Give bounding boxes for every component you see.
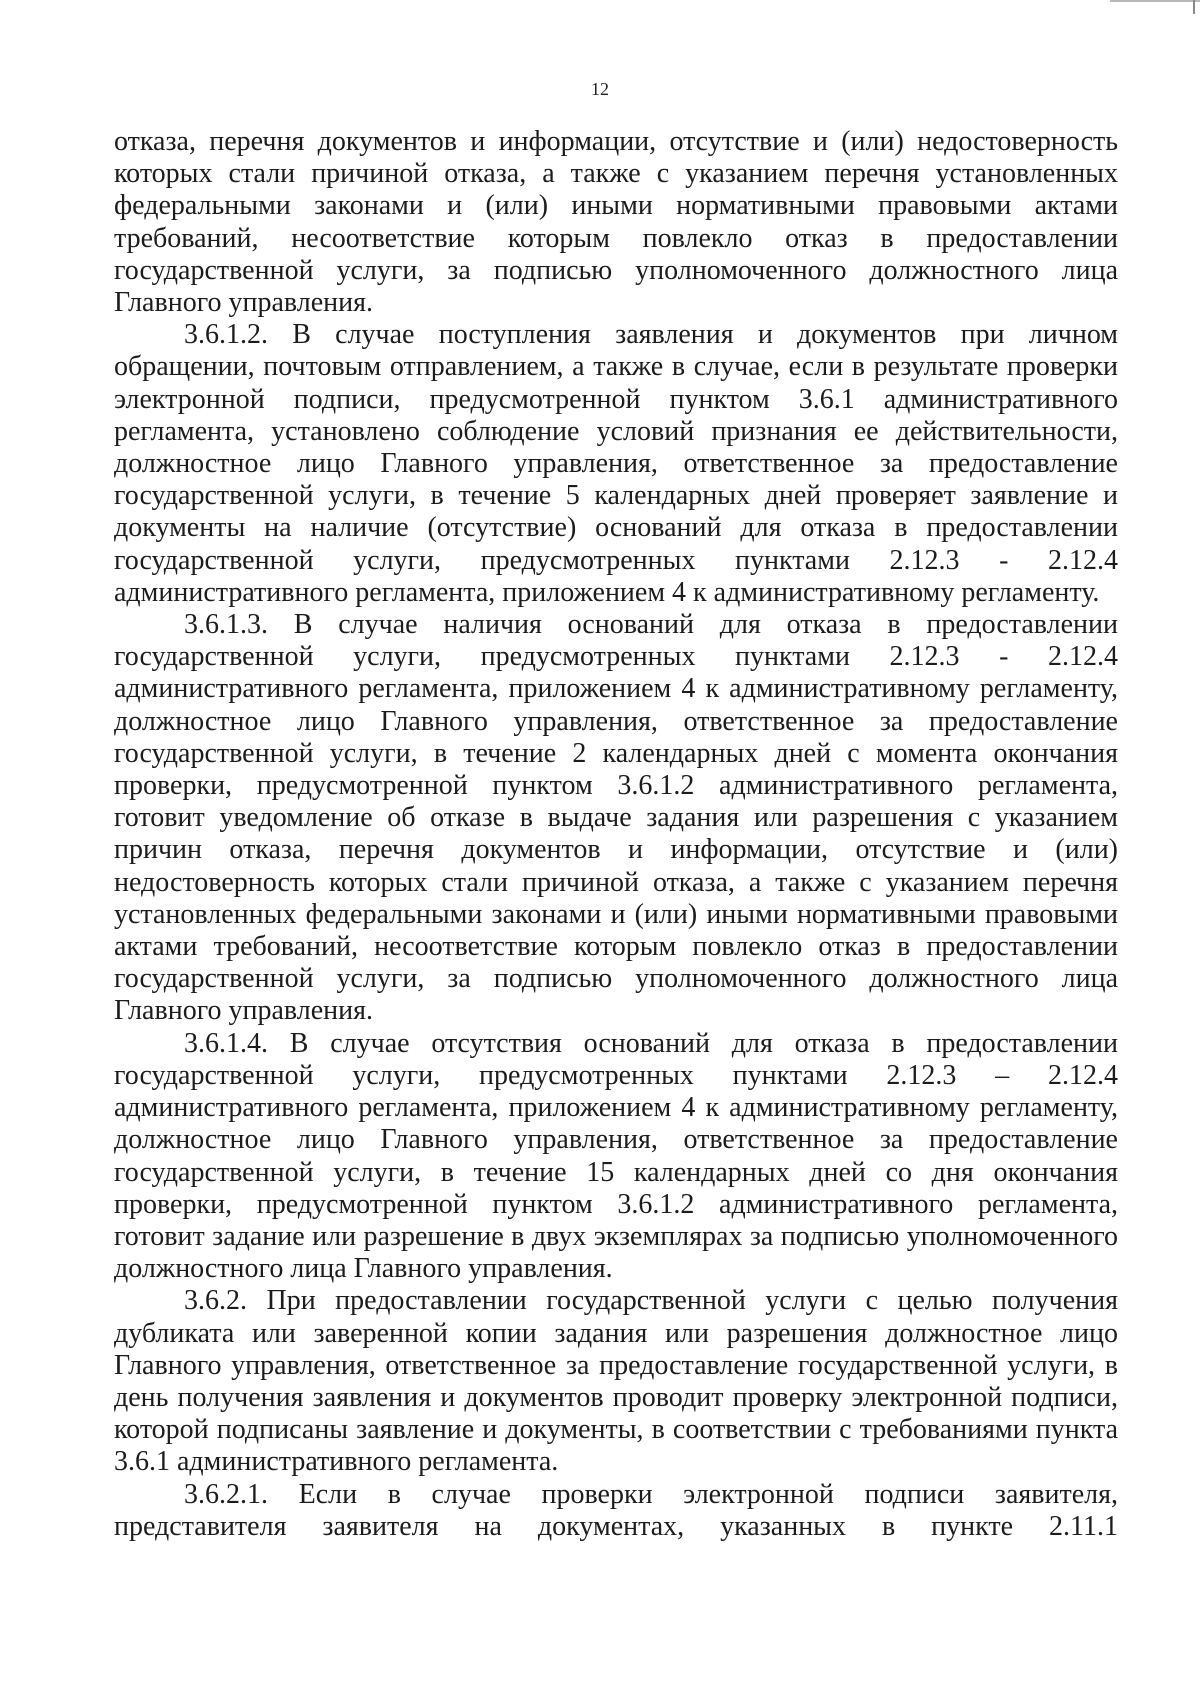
- paragraph-3-6-2-1: 3.6.2.1. Если в случае проверки электронной подписи заявителя, представителя заявителя на документах, указанных в пункте 2.11.1: [114, 1478, 1118, 1542]
- paragraph-3-6-1-3: 3.6.1.3. В случае наличия оснований для отказа в предоставлении государственной услуги, предусмотренных пунктами 2.12.3 - 2.12.4 административного регламента, приложением 4 к административному регламенту, должностное лицо Главного управления, ответственное за предоставление государственной услуги, в течение 2 календарных дней с момента окончания проверки, предусмотренной пунктом 3.6.1.2 административного регламента, готовит уведомление об отказе в выдаче задания или разрешения с указанием причин отказа, перечня документов и информации, отсутствие и (или) недостоверность которых стали причиной отказа, а также с указанием перечня установленных федеральными законами и (или) иными нормативными правовыми актами требований, несоответствие которым повлекло отказ в предоставлении государственной услуги, за подписью уполномоченного должностного лица Главного управления.: [114, 609, 1118, 1027]
- paragraph-continuation: отказа, перечня документов и информации, отсутствие и (или) недостоверность которых стали причиной отказа, а также с указанием перечня установленных федеральными законами и (или) иными нормативными правовыми актами требований, несоответствие которым повлекло отказ в предоставлении государственной услуги, за подписью уполномоченного должностного лица Главного управления.: [114, 126, 1118, 319]
- document-body: [114, 126, 1118, 1543]
- scan-edge-line: [1110, 0, 1200, 2]
- scan-edge-mark: [1193, 0, 1195, 14]
- paragraph-3-6-1-4: 3.6.1.4. В случае отсутствия оснований для отказа в предоставлении государственной услуги, предусмотренных пунктами 2.12.3 – 2.12.4 административного регламента, приложением 4 к административному регламенту, должностное лицо Главного управления, ответственное за предоставление государственной услуги, в течение 15 календарных дней со дня окончания проверки, предусмотренной пунктом 3.6.1.2 административного регламента, готовит задание или разрешение в двух экземплярах за подписью уполномоченного должностного лица Главного управления.: [114, 1027, 1118, 1285]
- page-number: 12: [591, 79, 609, 99]
- paragraph-3-6-2: 3.6.2. При предоставлении государственной услуги с целью получения дубликата или заверенной копии задания или разрешения должностное лицо Главного управления, ответственное за предоставление государственной услуги, в день получения заявления и документов проводит проверку электронной подписи, которой подписаны заявление и документы, в соответствии с требованиями пункта 3.6.1 административного регламента.: [114, 1285, 1118, 1478]
- paragraph-3-6-1-2: 3.6.1.2. В случае поступления заявления и документов при личном обращении, почтовым отправлением, а также в случае, если в результате проверки электронной подписи, предусмотренной пунктом 3.6.1 административного регламента, установлено соблюдение условий признания ее действительности, должностное лицо Главного управления, ответственное за предоставление государственной услуги, в течение 5 календарных дней проверяет заявление и документы на наличие (отсутствие) оснований для отказа в предоставлении государственной услуги, предусмотренных пунктами 2.12.3 - 2.12.4 административного регламента, приложением 4 к административному регламенту.: [114, 319, 1118, 608]
